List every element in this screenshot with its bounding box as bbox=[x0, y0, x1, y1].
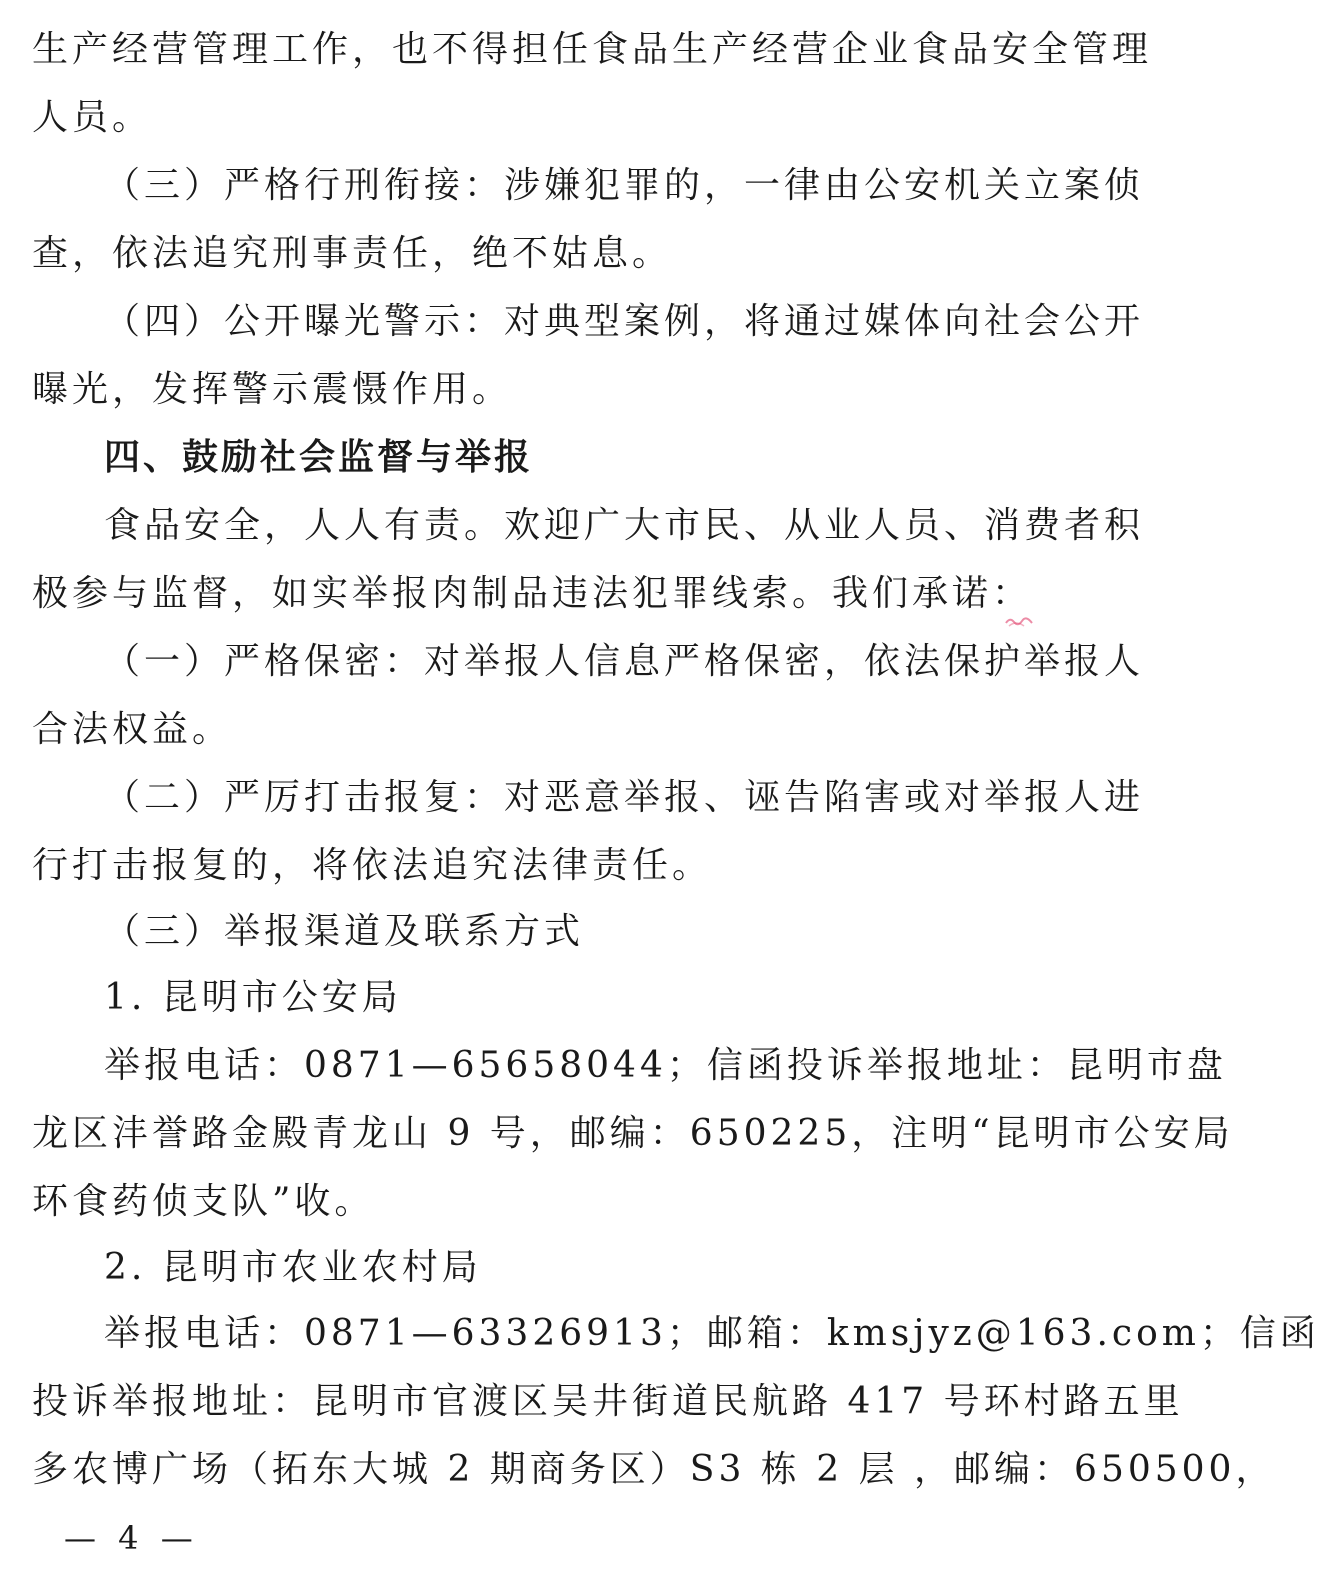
page-number: — 4 — bbox=[64, 1519, 199, 1557]
paragraph-line: 查，依法追究刑事责任，绝不姑息。 bbox=[32, 233, 673, 274]
paragraph-line: 食品安全，人人有责。欢迎广大市民、从业人员、消费者积 bbox=[104, 505, 1145, 546]
paragraph-line: （三）严格行刑衔接：涉嫌犯罪的，一律由公安机关立案侦 bbox=[104, 165, 1145, 206]
section-heading: 四、鼓励社会监督与举报 bbox=[104, 437, 534, 478]
paragraph-line: （二）严厉打击报复：对恶意举报、诬告陷害或对举报人进 bbox=[104, 777, 1145, 818]
paragraph-line: 环食药侦支队”收。 bbox=[32, 1181, 375, 1222]
paragraph-line: 合法权益。 bbox=[32, 709, 233, 750]
paragraph-line: 举报电话：0871—65658044；信函投诉举报地址：昆明市盘 bbox=[104, 1045, 1227, 1086]
paragraph-line: 曝光，发挥警示震慑作用。 bbox=[32, 369, 513, 410]
paragraph-line: （一）严格保密：对举报人信息严格保密，依法保护举报人 bbox=[104, 641, 1145, 682]
paragraph-line: 人员。 bbox=[32, 97, 153, 138]
paragraph-line: 极参与监督，如实举报肉制品违法犯罪线索。我们承诺： bbox=[32, 573, 1033, 614]
list-item-title: 1. 昆明市公安局 bbox=[104, 977, 402, 1018]
paragraph-line: 龙区沣誉路金殿青龙山 9 号，邮编：650225，注明“昆明市公安局 bbox=[32, 1113, 1234, 1154]
list-item-title: 2. 昆明市农业农村局 bbox=[104, 1247, 482, 1288]
paragraph-line: 投诉举报地址：昆明市官渡区吴井街道民航路 417 号环村路五里 bbox=[32, 1381, 1184, 1422]
subsection-heading: （三）举报渠道及联系方式 bbox=[104, 911, 585, 952]
stamp-mark-icon bbox=[1004, 614, 1034, 630]
paragraph-line: 举报电话：0871—63326913；邮箱：kmsjyz@163.com；信函 bbox=[104, 1313, 1320, 1354]
paragraph-line: 生产经营管理工作，也不得担任食品生产经营企业食品安全管理 bbox=[32, 29, 1153, 70]
paragraph-line: 多农博广场（拓东大城 2 期商务区）S3 栋 2 层 ，邮编：650500， bbox=[32, 1449, 1276, 1490]
paragraph-line: （四）公开曝光警示：对典型案例，将通过媒体向社会公开 bbox=[104, 301, 1145, 342]
paragraph-line: 行打击报复的，将依法追究法律责任。 bbox=[32, 845, 713, 886]
